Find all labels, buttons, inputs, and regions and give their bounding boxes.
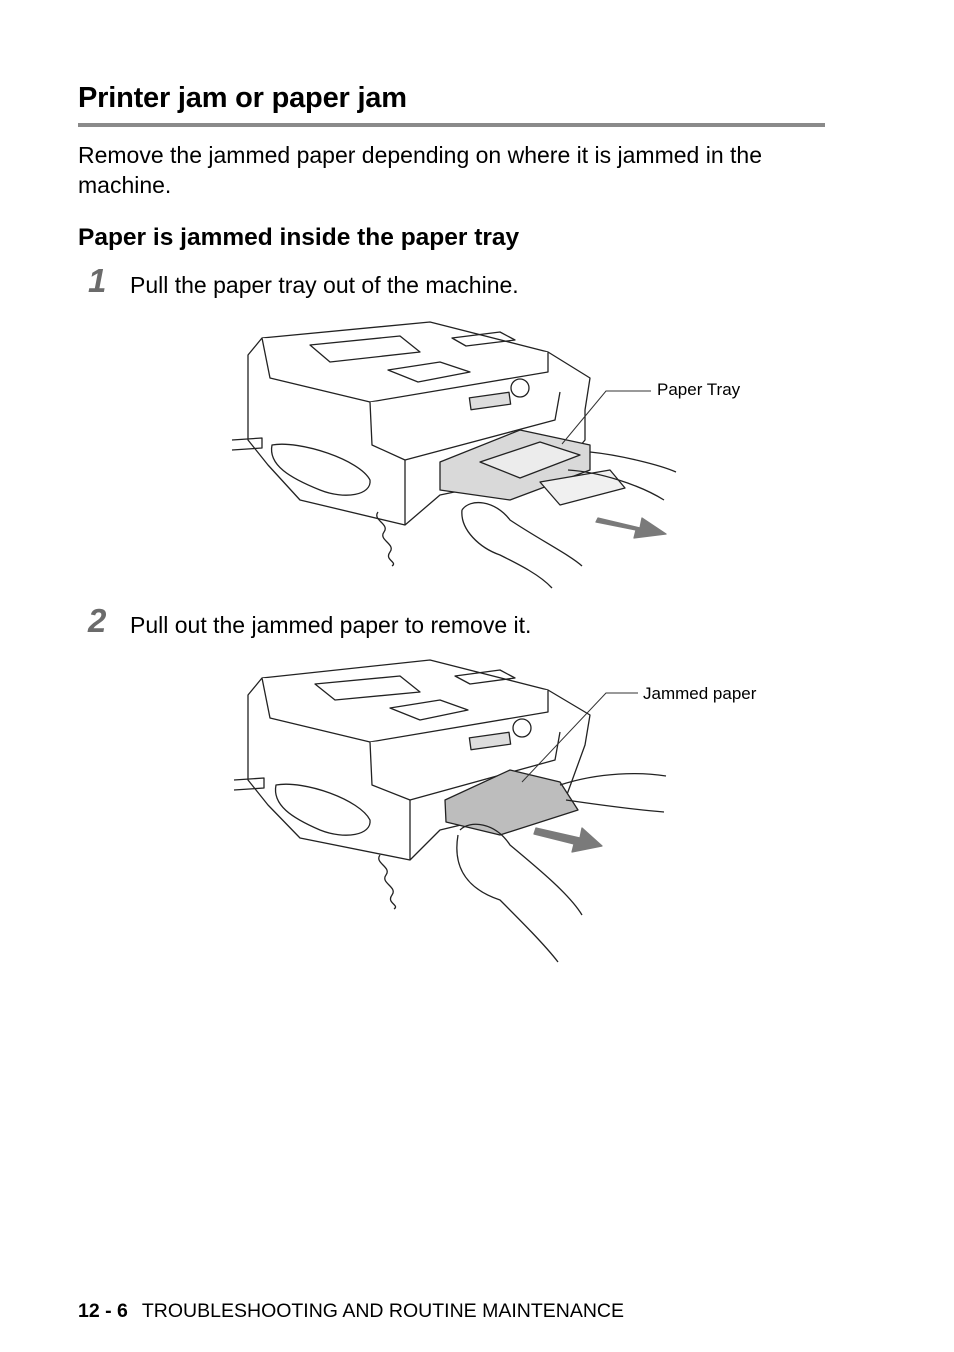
step-2-text: Pull out the jammed paper to remove it.	[130, 612, 532, 638]
footer-section: TROUBLESHOOTING AND ROUTINE MAINTENANCE	[141, 1300, 625, 1322]
page-title: Printer jam or paper jam	[78, 82, 407, 114]
page-footer	[78, 1300, 624, 1323]
step-1-text: Pull the paper tray out of the machine.	[130, 272, 519, 298]
step-2-number: 2	[88, 602, 107, 639]
intro-paragraph: Remove the jammed paper depending on where it is jammed in the machine.	[78, 142, 762, 198]
step-1-number: 1	[88, 262, 107, 299]
section-heading: Paper is jammed inside the paper tray	[78, 224, 520, 251]
callout-jammed-paper: Jammed paper	[643, 684, 757, 703]
callout-paper-tray: Paper Tray	[657, 380, 741, 399]
page-number: 12 - 6	[78, 1300, 128, 1322]
